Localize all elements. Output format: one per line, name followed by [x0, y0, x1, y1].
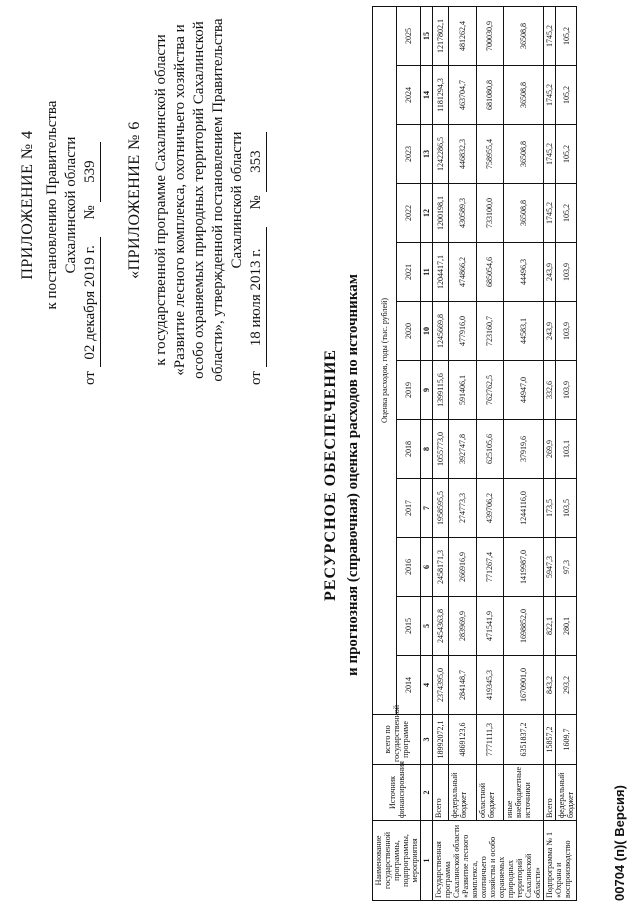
value-cell: 1242286,5: [433, 125, 449, 184]
resource-table-wrap: [372, 6, 577, 901]
header-year: 2017: [397, 479, 421, 538]
source-cell: областной бюджет: [476, 765, 504, 821]
value-cell: 1958595,5: [433, 479, 449, 538]
value-cell: 266916,9: [448, 538, 476, 597]
value-cell: 822,1: [544, 597, 556, 656]
value-cell: 392747,8: [448, 420, 476, 479]
value-cell: 771267,4: [476, 538, 504, 597]
value-cell: 625105,6: [476, 420, 504, 479]
value-cell: 36508,8: [504, 184, 544, 243]
source-cell: Всего: [433, 765, 449, 821]
value-cell: 36508,8: [504, 125, 544, 184]
value-cell: 269,9: [544, 420, 556, 479]
column-number: 13: [421, 125, 433, 184]
footer-version: 00704 (п)( Версия): [612, 785, 627, 901]
header-year: 2025: [397, 7, 421, 66]
header-name: Наименование государственной программы, подпрограммы, мероприятия: [373, 821, 421, 901]
column-number: 6: [421, 538, 433, 597]
value-cell: 1245669,8: [433, 302, 449, 361]
annex-4-no-label: №: [82, 205, 98, 220]
table-row: [504, 7, 544, 901]
annex-6-date: 18 июля 2013 г.: [247, 227, 267, 367]
value-cell: 2374395,0: [433, 656, 449, 715]
value-cell: 1204417,1: [433, 243, 449, 302]
value-cell: 44496,3: [504, 243, 544, 302]
value-cell: 685054,6: [476, 243, 504, 302]
value-cell: 1745,2: [544, 184, 556, 243]
value-cell: 283969,9: [448, 597, 476, 656]
value-cell: 6351837,2: [504, 715, 544, 765]
value-cell: 2458171,3: [433, 538, 449, 597]
column-number: 5: [421, 597, 433, 656]
value-cell: 758955,4: [476, 125, 504, 184]
annex-4-number: 539: [81, 142, 101, 202]
source-cell: иные внебюджетные источники: [504, 765, 544, 821]
header-year: 2018: [397, 420, 421, 479]
value-cell: 36508,8: [504, 66, 544, 125]
value-cell: 591406,1: [448, 361, 476, 420]
header-year: 2020: [397, 302, 421, 361]
value-cell: 243,9: [544, 302, 556, 361]
annex-4-line2: Сахалинской области: [63, 136, 79, 274]
table-header-row-1: [373, 7, 397, 901]
program-name-cell: Государственная программа Сахалинской области «Развитие лесного комплекса, охотничьего хозяйства и особо охраняемых природных территорий Сахалинской области»: [433, 821, 544, 901]
value-cell: 103,5: [556, 479, 577, 538]
value-cell: 1055773,0: [433, 420, 449, 479]
value-cell: 97,3: [556, 538, 577, 597]
value-cell: 733100,0: [476, 184, 504, 243]
value-cell: 439706,2: [476, 479, 504, 538]
value-cell: 103,9: [556, 243, 577, 302]
value-cell: 1244116,0: [504, 479, 544, 538]
value-cell: 18992072,1: [433, 715, 449, 765]
value-cell: 1217802,1: [433, 7, 449, 66]
header-year: 2023: [397, 125, 421, 184]
value-cell: 243,9: [544, 243, 556, 302]
value-cell: 280,1: [556, 597, 577, 656]
value-cell: 1181294,3: [433, 66, 449, 125]
annex-6-body: к государственной программе Сахалинской области «Развитие лесного комплекса, охотничьего хозяйства и особо охраняемых природных территорий Сахалинской области», утвержденной постановлением Правительства Сахалинской области: [153, 18, 245, 382]
column-number: 8: [421, 420, 433, 479]
header-year: 2015: [397, 597, 421, 656]
value-cell: 419345,3: [476, 656, 504, 715]
table-column-numbers: [421, 7, 433, 901]
annex-4-from: от: [82, 371, 98, 385]
header-source: Источник финансирования: [373, 765, 421, 821]
header-year: 2022: [397, 184, 421, 243]
annex-6-number: 353: [247, 132, 267, 192]
value-cell: 700030,9: [476, 7, 504, 66]
header-total: всего по государственной программе: [373, 715, 421, 765]
column-number: 15: [421, 7, 433, 66]
annex-4-date: 02 декабря 2019 г.: [81, 237, 101, 367]
annex-4-title: ПРИЛОЖЕНИЕ № 4: [19, 130, 36, 280]
value-cell: 173,5: [544, 479, 556, 538]
value-cell: 1419987,0: [504, 538, 544, 597]
column-number: 3: [421, 715, 433, 765]
value-cell: 37919,6: [504, 420, 544, 479]
value-cell: 105,2: [556, 66, 577, 125]
value-cell: 762762,5: [476, 361, 504, 420]
source-cell: Всего: [544, 765, 556, 821]
value-cell: 1698852,0: [504, 597, 544, 656]
value-cell: 105,2: [556, 184, 577, 243]
document-title: РЕСУРСНОЕ ОБЕСПЕЧЕНИЕ: [322, 349, 339, 601]
header-estimate: Оценка расходов, годы (тыс. рублей): [373, 7, 397, 715]
value-cell: 4869123,6: [448, 715, 476, 765]
value-cell: 481262,4: [448, 7, 476, 66]
column-number: 11: [421, 243, 433, 302]
value-cell: 430589,3: [448, 184, 476, 243]
value-cell: 293,2: [556, 656, 577, 715]
header-year: 2021: [397, 243, 421, 302]
value-cell: 1670901,0: [504, 656, 544, 715]
value-cell: 105,2: [556, 125, 577, 184]
annex-6-block: [125, 15, 267, 385]
value-cell: 44583,1: [504, 302, 544, 361]
header-year: 2016: [397, 538, 421, 597]
program-name-cell: Подпрограмма № 1 «Охрана и воспроизводство: [544, 821, 577, 901]
value-cell: 474866,2: [448, 243, 476, 302]
value-cell: 1745,2: [544, 7, 556, 66]
annex-6-from: от: [248, 371, 264, 385]
value-cell: 463704,7: [448, 66, 476, 125]
value-cell: 446832,3: [448, 125, 476, 184]
value-cell: 103,9: [556, 302, 577, 361]
value-cell: 1399115,6: [433, 361, 449, 420]
value-cell: 1200198,1: [433, 184, 449, 243]
annex-4-block: [18, 25, 101, 385]
column-number: 2: [421, 765, 433, 821]
header-year: 2024: [397, 66, 421, 125]
annex-4-date-line: [81, 25, 101, 385]
value-cell: 103,1: [556, 420, 577, 479]
value-cell: 5947,3: [544, 538, 556, 597]
annex-6-title: «ПРИЛОЖЕНИЕ № 6: [126, 121, 143, 279]
resource-table: [372, 6, 577, 901]
value-cell: 1745,2: [544, 125, 556, 184]
column-number: 4: [421, 656, 433, 715]
column-number: 1: [421, 821, 433, 901]
value-cell: 44947,0: [504, 361, 544, 420]
value-cell: 2454363,8: [433, 597, 449, 656]
value-cell: 15857,2: [544, 715, 556, 765]
column-number: 14: [421, 66, 433, 125]
value-cell: 1609,7: [556, 715, 577, 765]
annex-4-line1: к постановлению Правительства: [44, 100, 60, 310]
column-number: 7: [421, 479, 433, 538]
value-cell: 7771111,3: [476, 715, 504, 765]
column-number: 12: [421, 184, 433, 243]
column-number: 10: [421, 302, 433, 361]
value-cell: 723160,7: [476, 302, 504, 361]
value-cell: 477916,0: [448, 302, 476, 361]
value-cell: 36508,8: [504, 7, 544, 66]
table-row: [448, 7, 476, 901]
table-row: [556, 7, 577, 901]
source-cell: федеральный бюджет: [556, 765, 577, 821]
value-cell: 471541,9: [476, 597, 504, 656]
header-year: 2014: [397, 656, 421, 715]
table-row: [433, 7, 449, 901]
value-cell: 681080,8: [476, 66, 504, 125]
annex-6-no-label: №: [248, 195, 264, 210]
table-row: [476, 7, 504, 901]
value-cell: 103,9: [556, 361, 577, 420]
value-cell: 332,6: [544, 361, 556, 420]
header-year: 2019: [397, 361, 421, 420]
value-cell: 274773,3: [448, 479, 476, 538]
value-cell: 105,2: [556, 7, 577, 66]
source-cell: федеральный бюджет: [448, 765, 476, 821]
column-number: 9: [421, 361, 433, 420]
value-cell: 1745,2: [544, 66, 556, 125]
value-cell: 284148,7: [448, 656, 476, 715]
table-row: [544, 7, 556, 901]
value-cell: 843,2: [544, 656, 556, 715]
document-subtitle: и прогнозная (справочная) оценка расходов по источникам: [345, 274, 361, 676]
annex-6-date-line: [247, 15, 267, 385]
